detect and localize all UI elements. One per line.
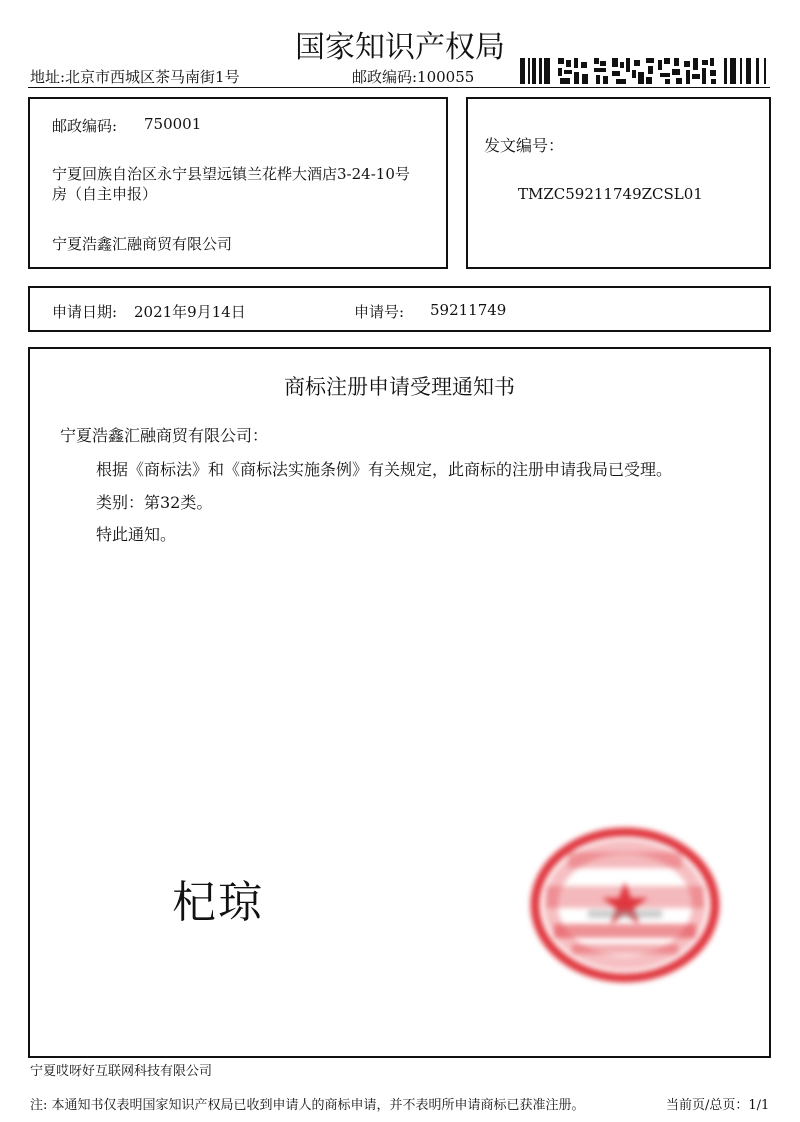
signature: 杞琼 <box>172 877 264 928</box>
footer-page-indicator: 当前页/总页：1/1 <box>666 1098 770 1113</box>
footer-agent: 宁夏哎呀好互联网科技有限公司 <box>30 1064 213 1079</box>
barcode-icon <box>520 58 770 84</box>
notice-closing: 特此通知。 <box>96 525 177 544</box>
official-seal-icon <box>528 826 722 984</box>
application-number-value: 59211749 <box>430 301 507 319</box>
application-number-label: 申请号: <box>354 303 405 321</box>
recipient-postcode-value: 750001 <box>144 115 202 133</box>
notice-title: 商标注册申请受理通知书 <box>284 375 515 399</box>
agency-title: 国家知识产权局 <box>295 30 505 65</box>
agency-postcode: 邮政编码:100055 <box>352 68 475 86</box>
recipient-postcode-label: 邮政编码: <box>52 117 118 135</box>
dispatch-label: 发文编号： <box>484 136 565 155</box>
recipient-address-line1: 宁夏回族自治区永宁县望远镇兰花桦大酒店3-24-10号 <box>52 165 410 183</box>
notice-paragraph: 根据《商标法》和《商标法实施条例》有关规定，此商标的注册申请我局已受理。 <box>96 460 673 479</box>
application-date-label: 申请日期: <box>52 303 118 321</box>
recipient-address-line2: 房（自主申报） <box>52 185 158 203</box>
notice-category: 类别：第32类。 <box>96 493 213 512</box>
agency-address: 地址:北京市西城区茶马南街1号 <box>30 68 240 86</box>
dispatch-number: TMZC59211749ZCSL01 <box>518 185 703 203</box>
header-rule <box>28 87 770 88</box>
footer-note: 注: 本通知书仅表明国家知识产权局已收到申请人的商标申请，并不表明所申请商标已获准注册。 <box>30 1098 585 1113</box>
application-date-value: 2021年9月14日 <box>134 303 246 321</box>
notice-addressee: 宁夏浩鑫汇融商贸有限公司： <box>60 426 269 445</box>
application-info-box <box>28 286 771 332</box>
dispatch-box <box>466 97 771 269</box>
recipient-company: 宁夏浩鑫汇融商贸有限公司 <box>52 235 233 253</box>
recipient-box <box>28 97 448 269</box>
